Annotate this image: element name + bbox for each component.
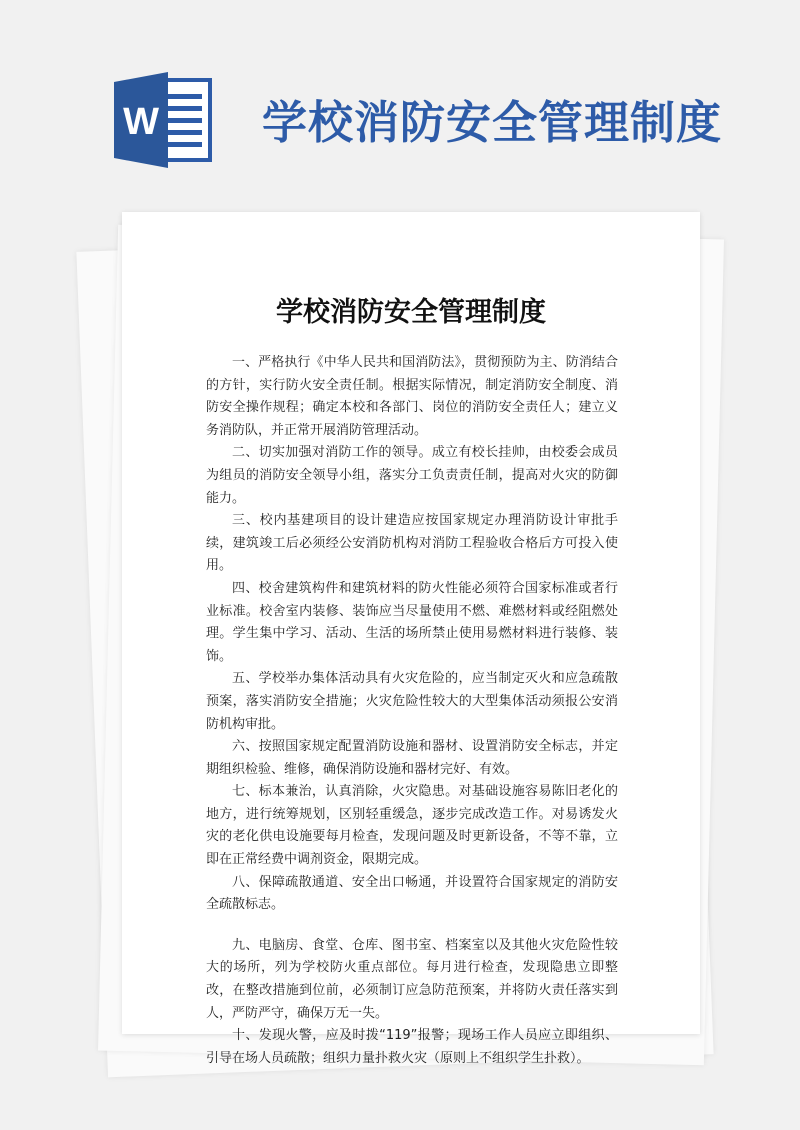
paragraph-9: 九、电脑房、食堂、仓库、图书室、档案室以及其他火灾危险性较大的场所，列为学校防火重点部位。每月进行检查，发现隐患立即整改，在整改措施到位前，必须制订应急防范预案，并将防火责任落实到人，严防严守，确保万无一失。 [206,937,618,1021]
word-logo-icon [112,72,214,168]
paragraph-6: 六、按照国家规定配置消防设施和器材、设置消防安全标志，并定期组织检验、维修，确保消防设施和器材完好、有效。 [206,739,618,777]
paragraph-5: 五、学校举办集体活动具有火灾危险的，应当制定灭火和应急疏散预案，落实消防安全措施；火灾危险性较大的大型集体活动须报公安消防机构审批。 [206,671,618,732]
paragraph-2: 二、切实加强对消防工作的领导。成立有校长挂帅，由校委会成员为组员的消防安全领导小组，落实分工负责责任制，提高对火灾的防御能力。 [206,445,618,506]
banner-title: 学校消防安全管理制度 [262,96,723,149]
paragraph-4: 四、校舍建筑构件和建筑材料的防火性能必须符合国家标准或者行业标准。校舍室内装修、装饰应当尽量使用不燃、难燃材料或经阻燃处理。学生集中学习、活动、生活的场所禁止使用易燃材料进行装修、装饰。 [206,580,618,664]
paragraph-8: 八、保障疏散通道、安全出口畅通，并设置符合国家规定的消防安全疏散标志。 [206,874,618,913]
document-title: 学校消防安全管理制度 [276,297,546,328]
paragraph-3: 三、校内基建项目的设计建造应按国家规定办理消防设计审批手续，建筑竣工后必须经公安消防机构对消防工程验收合格后方可投入使用。 [206,513,618,574]
paragraph-10: 十、发现火警，应及时拨“119”报警；现场工作人员应立即组织、引导在场人员疏散；组织力量扑救火灾（原则上不组织学生扑救）。 [206,1028,618,1066]
header-banner [0,0,800,200]
document-page [122,212,700,1066]
word-logo-letter: W [123,101,159,143]
paragraph-1: 一、严格执行《中华人民共和国消防法》，贯彻预防为主、防消结合的方针，实行防火安全责任制。根据实际情况，制定消防安全制度、消防安全操作规程；确定本校和各部门、岗位的消防安全责任人；建立义务消防队，并正常开展消防管理活动。 [206,355,618,438]
document-body [206,352,618,1070]
paragraph-7: 七、标本兼治，认真消除，火灾隐患。对基础设施容易陈旧老化的地方，进行统筹规划，区别轻重缓急，逐步完成改造工作。对易诱发火灾的老化供电设施要每月检查，发现问题及时更新设备，不等不靠，立即在正常经费中调剂资金，限期完成。 [206,784,618,868]
